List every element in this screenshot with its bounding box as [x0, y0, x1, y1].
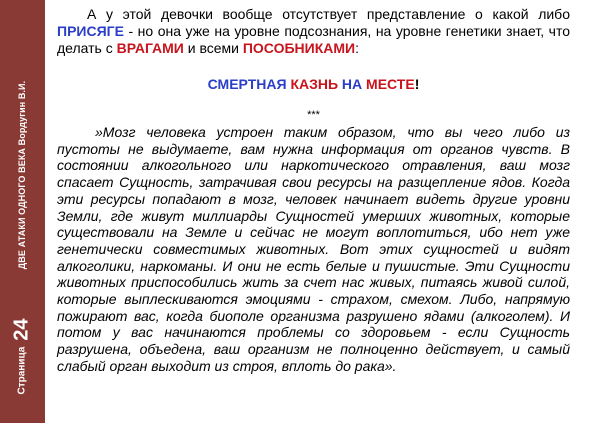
page-content [57, 6, 570, 375]
heading-part-2: КАЗНЬ [290, 76, 339, 92]
intro-text-1: А у этой девочки вообще отсутствует представление о какой либо [87, 6, 570, 22]
book-title-vertical: ДВЕ АТАКИ ОДНОГО ВЕКА Вордугин В.И. [17, 80, 27, 270]
section-heading [57, 76, 570, 93]
intro-text-2: - но она уже на уровне подсознания, на уровне генетики знает, что делать с [57, 23, 570, 56]
heading-part-5: ! [414, 76, 420, 92]
highlight-prisyage: ПРИСЯГЕ [57, 23, 124, 39]
page-indicator [11, 318, 34, 394]
heading-part-1: СМЕРТНАЯ [207, 76, 291, 92]
sidebar-band [0, 0, 45, 423]
separator: *** [307, 109, 320, 121]
quote-paragraph: »Мозг человека устроен таким образом, что вы чего либо из пустоты не выдумаете, вам нужна информация от органов чувств. В состоянии алкогольного или наркотического отравления, ваш мозг спасает Сущность, затрачивая свои ресурсы на разщепление ядов. Когда эти ресурсы попадают в мозг, человек начинает видеть другие уровни Земли, где живут миллиарды Сущностей умерших животных, которые существовали на Земле и сейчас не могут воплотиться, ибо нет уже генетически совместимых животных. Вот этих сущностей и видят алкоголики, наркоманы. И они не есть белые и пушистые. Эти Сущности животных приспособились жить за счет нас живых, питаясь живой силой, которые выплескиваются эмоциями - страхом, смехом. Либо, напрямую пожирают вас, когда биополе организма разрушено ядами (алкоголем). И потом у вас начинаются проблемы со здоровьем - если Сущность разрушена, объедена, ваш организм не полноценно действует, и самый слабый орган выходит из строя, вплоть до рака». [57, 124, 570, 374]
intro-text-4: : [355, 40, 359, 56]
highlight-vragami: ВРАГАМИ [116, 40, 184, 56]
intro-paragraph [57, 6, 570, 57]
intro-text-3: и всеми [183, 40, 243, 56]
heading-part-3: НА [338, 76, 367, 92]
highlight-posobnikami: ПОСОБНИКАМИ [242, 40, 356, 56]
heading-part-4: МЕСТЕ [366, 76, 415, 92]
page-word: Страница [16, 346, 28, 395]
page-number: 24 [10, 318, 33, 341]
